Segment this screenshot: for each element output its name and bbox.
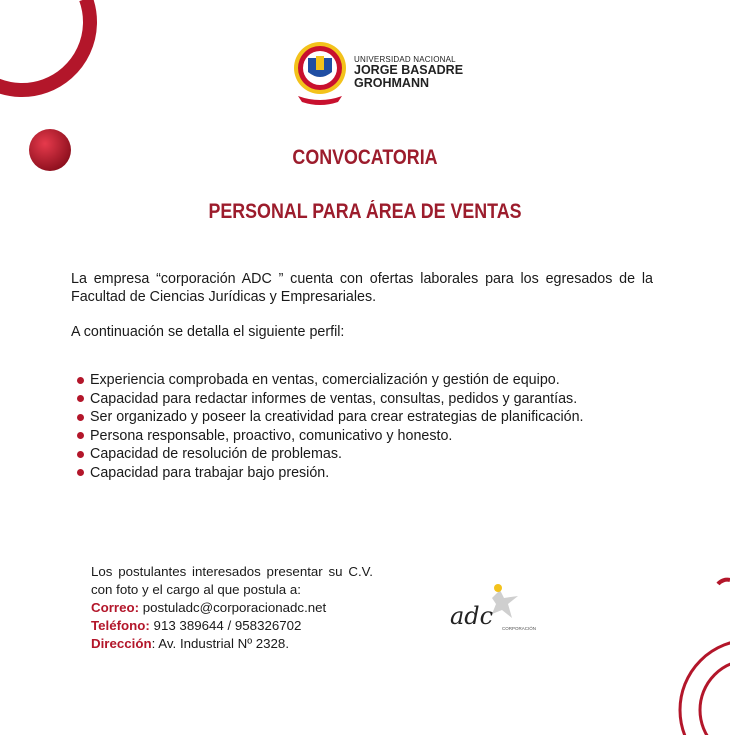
list-item bbox=[77, 464, 584, 483]
profile-intro: A continuación se detalla el siguiente perfil: bbox=[71, 324, 345, 340]
bullet-icon bbox=[77, 414, 84, 421]
bullet-icon bbox=[77, 469, 84, 476]
page-title: CONVOCATORIA bbox=[292, 146, 438, 169]
list-item-text: Ser organizado y poseer la creatividad para crear estrategias de planificación. bbox=[90, 409, 584, 425]
adc-tagline: CORPORACIÓN bbox=[502, 626, 537, 631]
contact-block bbox=[91, 563, 373, 653]
contact-line-1: Los postulantes interesados presentar su C.V. bbox=[91, 564, 373, 579]
contact-address-row bbox=[91, 635, 373, 653]
list-item-text: Capacidad para trabajar bajo presión. bbox=[90, 464, 330, 481]
adc-logo-graphic bbox=[448, 582, 537, 634]
logo-line-3: GROHMANN bbox=[354, 76, 429, 91]
bottom-right-arc-decoration bbox=[640, 560, 730, 735]
address-label: Dirección bbox=[91, 636, 152, 651]
page-subtitle: PERSONAL PARA ÁREA DE VENTAS bbox=[208, 200, 522, 223]
list-item bbox=[77, 390, 584, 409]
list-item bbox=[77, 371, 584, 390]
address-value: : Av. Industrial Nº 2328. bbox=[151, 636, 290, 651]
list-item-text: Persona responsable, proactivo, comunicativo y honesto. bbox=[90, 427, 453, 444]
list-item-text: Experiencia comprobada en ventas, comercialización y gestión de equipo. bbox=[90, 372, 560, 388]
email-value[interactable]: postuladc@corporacionadc.net bbox=[142, 600, 327, 615]
list-item bbox=[77, 427, 584, 446]
logo-line-2: JORGE BASADRE bbox=[354, 63, 464, 78]
list-item-text: Capacidad para redactar informes de ventas, consultas, pedidos y garantías. bbox=[90, 390, 578, 407]
contact-line-2: con foto y el cargo al que postula a: bbox=[91, 582, 301, 597]
intro-paragraph: La empresa “corporación ADC ” cuenta con ofertas laborales para los egresados de la Facultad de Ciencias Jurídicas y Empresariales. bbox=[71, 271, 653, 305]
contact-phone-row bbox=[91, 617, 373, 635]
list-item bbox=[77, 445, 584, 464]
bullet-icon bbox=[77, 432, 84, 439]
contact-email-row bbox=[91, 599, 373, 617]
list-item bbox=[77, 408, 584, 427]
adc-wordmark: adc bbox=[450, 602, 494, 630]
phone-value[interactable]: 913 389644 / 958326702 bbox=[153, 618, 302, 633]
phone-label: Teléfono: bbox=[91, 618, 150, 633]
university-logo bbox=[292, 38, 463, 108]
university-crest-icon bbox=[292, 38, 348, 108]
list-item-text: Capacidad de resolución de problemas. bbox=[90, 446, 342, 462]
bullet-icon bbox=[77, 395, 84, 402]
logo-line-1: UNIVERSIDAD NACIONAL bbox=[354, 54, 456, 64]
bullet-icon bbox=[77, 451, 84, 458]
adc-logo bbox=[448, 582, 537, 639]
email-label: Correo: bbox=[91, 600, 140, 615]
top-left-arc-decoration bbox=[0, 0, 110, 110]
bullet-icon bbox=[77, 377, 84, 384]
profile-list bbox=[77, 371, 584, 482]
